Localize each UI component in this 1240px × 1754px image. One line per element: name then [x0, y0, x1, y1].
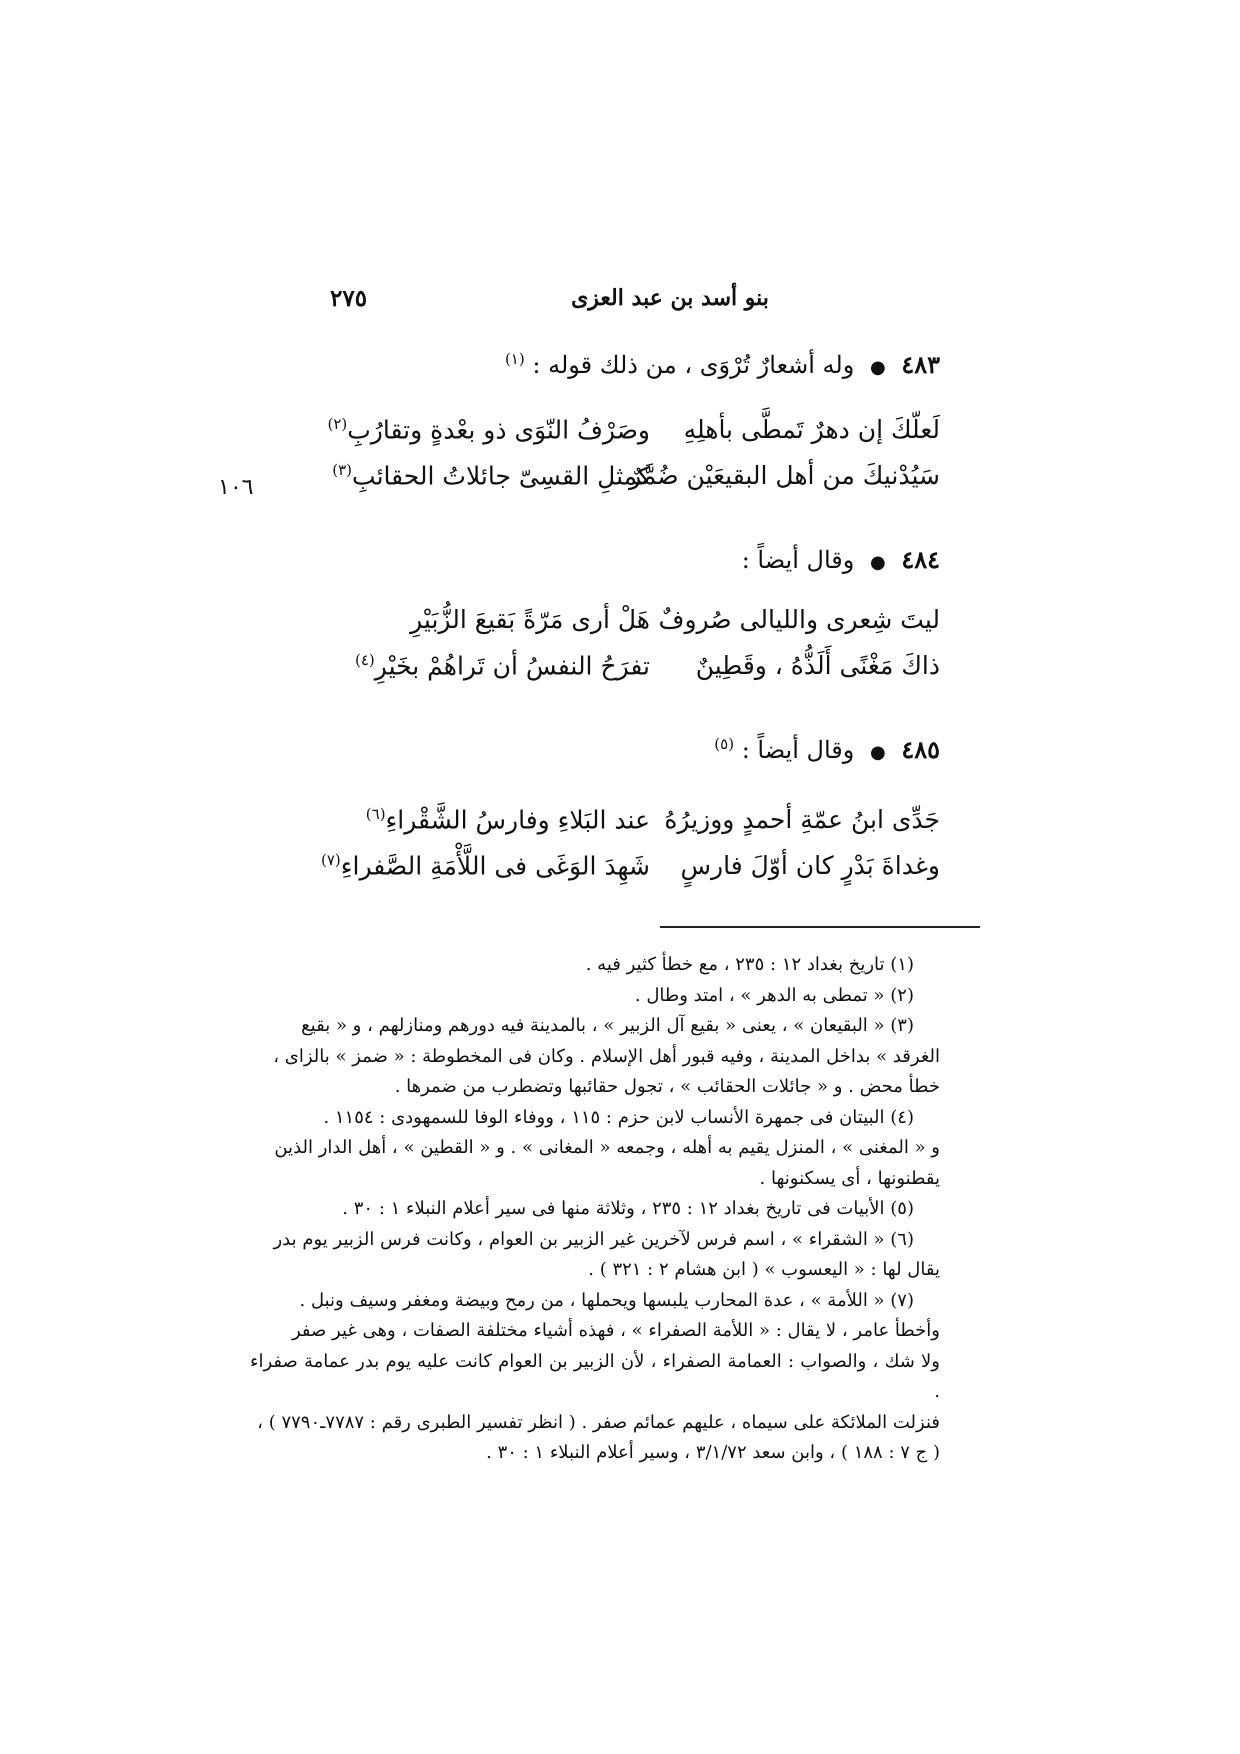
- verse-second-hemistich: تفرَحُ النفسُ أن تَراهُمْ بخَيْرِ$^{(٤)}$: [355, 651, 650, 681]
- footnote-ref: (٥): [714, 735, 735, 753]
- footnote-ref: (٦): [365, 805, 386, 823]
- footnote-text: (٦) « الشقراء » ، اسم فرس لآخرين غير الزبير بن العوام ، وكانت فرس الزبير يوم بدر: [273, 1228, 914, 1250]
- verse-line: [360, 605, 940, 651]
- entry-485-heading: [714, 735, 940, 764]
- verse-first-hemistich: جَدِّى ابنُ عمّةِ أحمدٍ ووزيرُهُ: [664, 805, 940, 834]
- verse-line: [360, 805, 940, 851]
- footnote: [250, 1225, 940, 1286]
- footnote-text: ( ج ٧ : ١٨٨ ) ، وابن سعد ٣/١/٧٢ ، وسير أعلام النبلاء ١ : ٣٠ .: [486, 1442, 940, 1463]
- entry-number: ٤٨٤: [901, 545, 940, 574]
- entry-number: ٤٨٣: [901, 350, 940, 379]
- footnote-text: (٥) الأبيات فى تاريخ بغداد ١٢ : ٢٣٥ ، وثلاثة منها فى سير أعلام النبلاء ١ : ٣٠ .: [342, 1198, 914, 1219]
- footnote-ref: (٣): [332, 461, 353, 479]
- verse-second-hemistich: شَهِدَ الوَغَى فى اللَّأْمَةِ الصَّفراءِ$^{(٧)}$: [321, 851, 650, 881]
- verse-line: [355, 651, 940, 697]
- footnote: [250, 1194, 940, 1225]
- entry-intro: وقال أيضاً :: [741, 546, 855, 574]
- bullet-icon: ●: [869, 357, 886, 378]
- verse-line: [321, 851, 940, 897]
- footnote-text: و « المغنى » ، المنزل يقيم به أهله ، وجمعه « المغانى » . و « القطين » ، أهل الدار الذين: [274, 1137, 940, 1158]
- poem-483: [327, 415, 940, 507]
- poem-485: [321, 805, 940, 897]
- footnote-text: (٧) « اللأمة » ، عدة المحارب يلبسها ويحملها ، من رمح وبيضة ومغفر وسيف ونبل .: [299, 1289, 914, 1311]
- bullet-icon: ●: [869, 552, 886, 573]
- footnote-text: خطأ محض . و « جائلات الحقائب » ، تجول حقائبها وتضطرب من ضمرها .: [394, 1076, 940, 1097]
- footnote-ref: (٢): [327, 415, 348, 433]
- footnote-text: (٣) « البقيعان » ، يعنى « بقيع آل الزبير » ، بالمدينة فيه دورهم ومنازلهم ، و « بقيع: [301, 1015, 914, 1036]
- verse-second-hemistich: وصَرْفُ النّوَى ذو بعْدةٍ وتقارُبِ$^{(٢)}$: [327, 415, 650, 445]
- footnote: [250, 1286, 940, 1469]
- verse-line: [332, 461, 940, 507]
- bullet-icon: ●: [869, 742, 886, 763]
- verse-first-hemistich: لَعلّكَ إن دهرٌ تَمطَّى بأهلِهِ: [683, 415, 940, 444]
- footnote-ref: (٧): [321, 851, 341, 869]
- page-number: ٢٧٥: [330, 285, 368, 312]
- running-title: بنو أسد بن عبد العزى: [571, 285, 769, 311]
- footnote-text: يقال لها : « اليعسوب » ( ابن هشام ٢ : ٣٢١ ) .: [588, 1259, 940, 1280]
- footnote-divider: [660, 926, 980, 928]
- entry-intro: وقال أيضاً :: [741, 736, 855, 764]
- verse-second-hemistich: هَلْ أرى مَرّةً بَقيعَ الزُّبَيْرِ: [410, 605, 650, 634]
- verse-second-hemistich: كمثلِ القسِىّ جائلاتُ الحقائبِ$^{(٣)}$: [332, 461, 650, 491]
- footnote: [250, 981, 940, 1012]
- footnote: [250, 1011, 940, 1103]
- footnote-text: فنزلت الملائكة على سيماه ، عليهم عمائم صفر . ( انظر تفسير الطبرى رقم : ٧٧٨٧ـ٧٧٩٠ ) ،: [257, 1411, 940, 1433]
- verse-line: [327, 415, 940, 461]
- footnote-text: الغرقد » بداخل المدينة ، وفيه قبور أهل الإسلام . وكان فى المخطوطة : « ضمز » بالزاى ،: [273, 1045, 940, 1067]
- poem-484: [355, 605, 940, 697]
- footnote: [250, 950, 940, 981]
- footnote-text: يقطنونها ، أى يسكنونها .: [759, 1167, 940, 1189]
- entry-intro: وله أشعارٌ تُرْوَى ، من ذلك قوله :: [532, 351, 855, 379]
- footnote: [250, 1103, 940, 1195]
- footnote-text: وأخطأ عامر ، لا يقال : « اللأمة الصفراء » ، فهذه أشياء مختلفة الصفات ، وهى غير صفر: [292, 1320, 940, 1341]
- entry-number: ٤٨٥: [901, 735, 940, 764]
- footnote-text: (٤) البيتان فى جمهرة الأنساب لابن حزم : ١١٥ ، ووفاء الوفا للسمهودى : ١١٥٤ .: [323, 1106, 914, 1128]
- footnote-text: (١) تاريخ بغداد ١٢ : ٢٣٥ ، مع خطأ كثير فيه .: [585, 954, 914, 975]
- verse-first-hemistich: سَيُدْنيكَ من أهل البقيعَيْن ضُمَّرٌ: [629, 461, 940, 490]
- verse-first-hemistich: ذاكَ مَغْنًى أَلَذُّهُ ، وقَطِينٌ: [695, 651, 940, 680]
- entry-483-heading: [505, 350, 940, 379]
- verse-first-hemistich: وغداةَ بَدْرٍ كان أوّلَ فارسٍ: [680, 851, 940, 880]
- footnote-text: ولا شك ، والصواب : العمامة الصفراء ، لأن الزبير بن العوام كانت عليه يوم بدر عمامة صفراء .: [250, 1350, 940, 1402]
- margin-number: ١٠٦: [218, 475, 254, 500]
- footnote-ref: (١): [504, 350, 525, 368]
- footnote-text: (٢) « تمطى به الدهر » ، امتد وطال .: [634, 984, 914, 1006]
- entry-484-heading: [742, 545, 940, 574]
- footnote-ref: (٤): [355, 651, 375, 669]
- verse-first-hemistich: ليتَ شِعرى والليالى صُروفٌ: [658, 605, 940, 634]
- verse-second-hemistich: عند البَلاءِ وفارسُ الشَّقْراءِ$^{(٦)}$: [365, 805, 650, 835]
- footnotes: [250, 950, 940, 1469]
